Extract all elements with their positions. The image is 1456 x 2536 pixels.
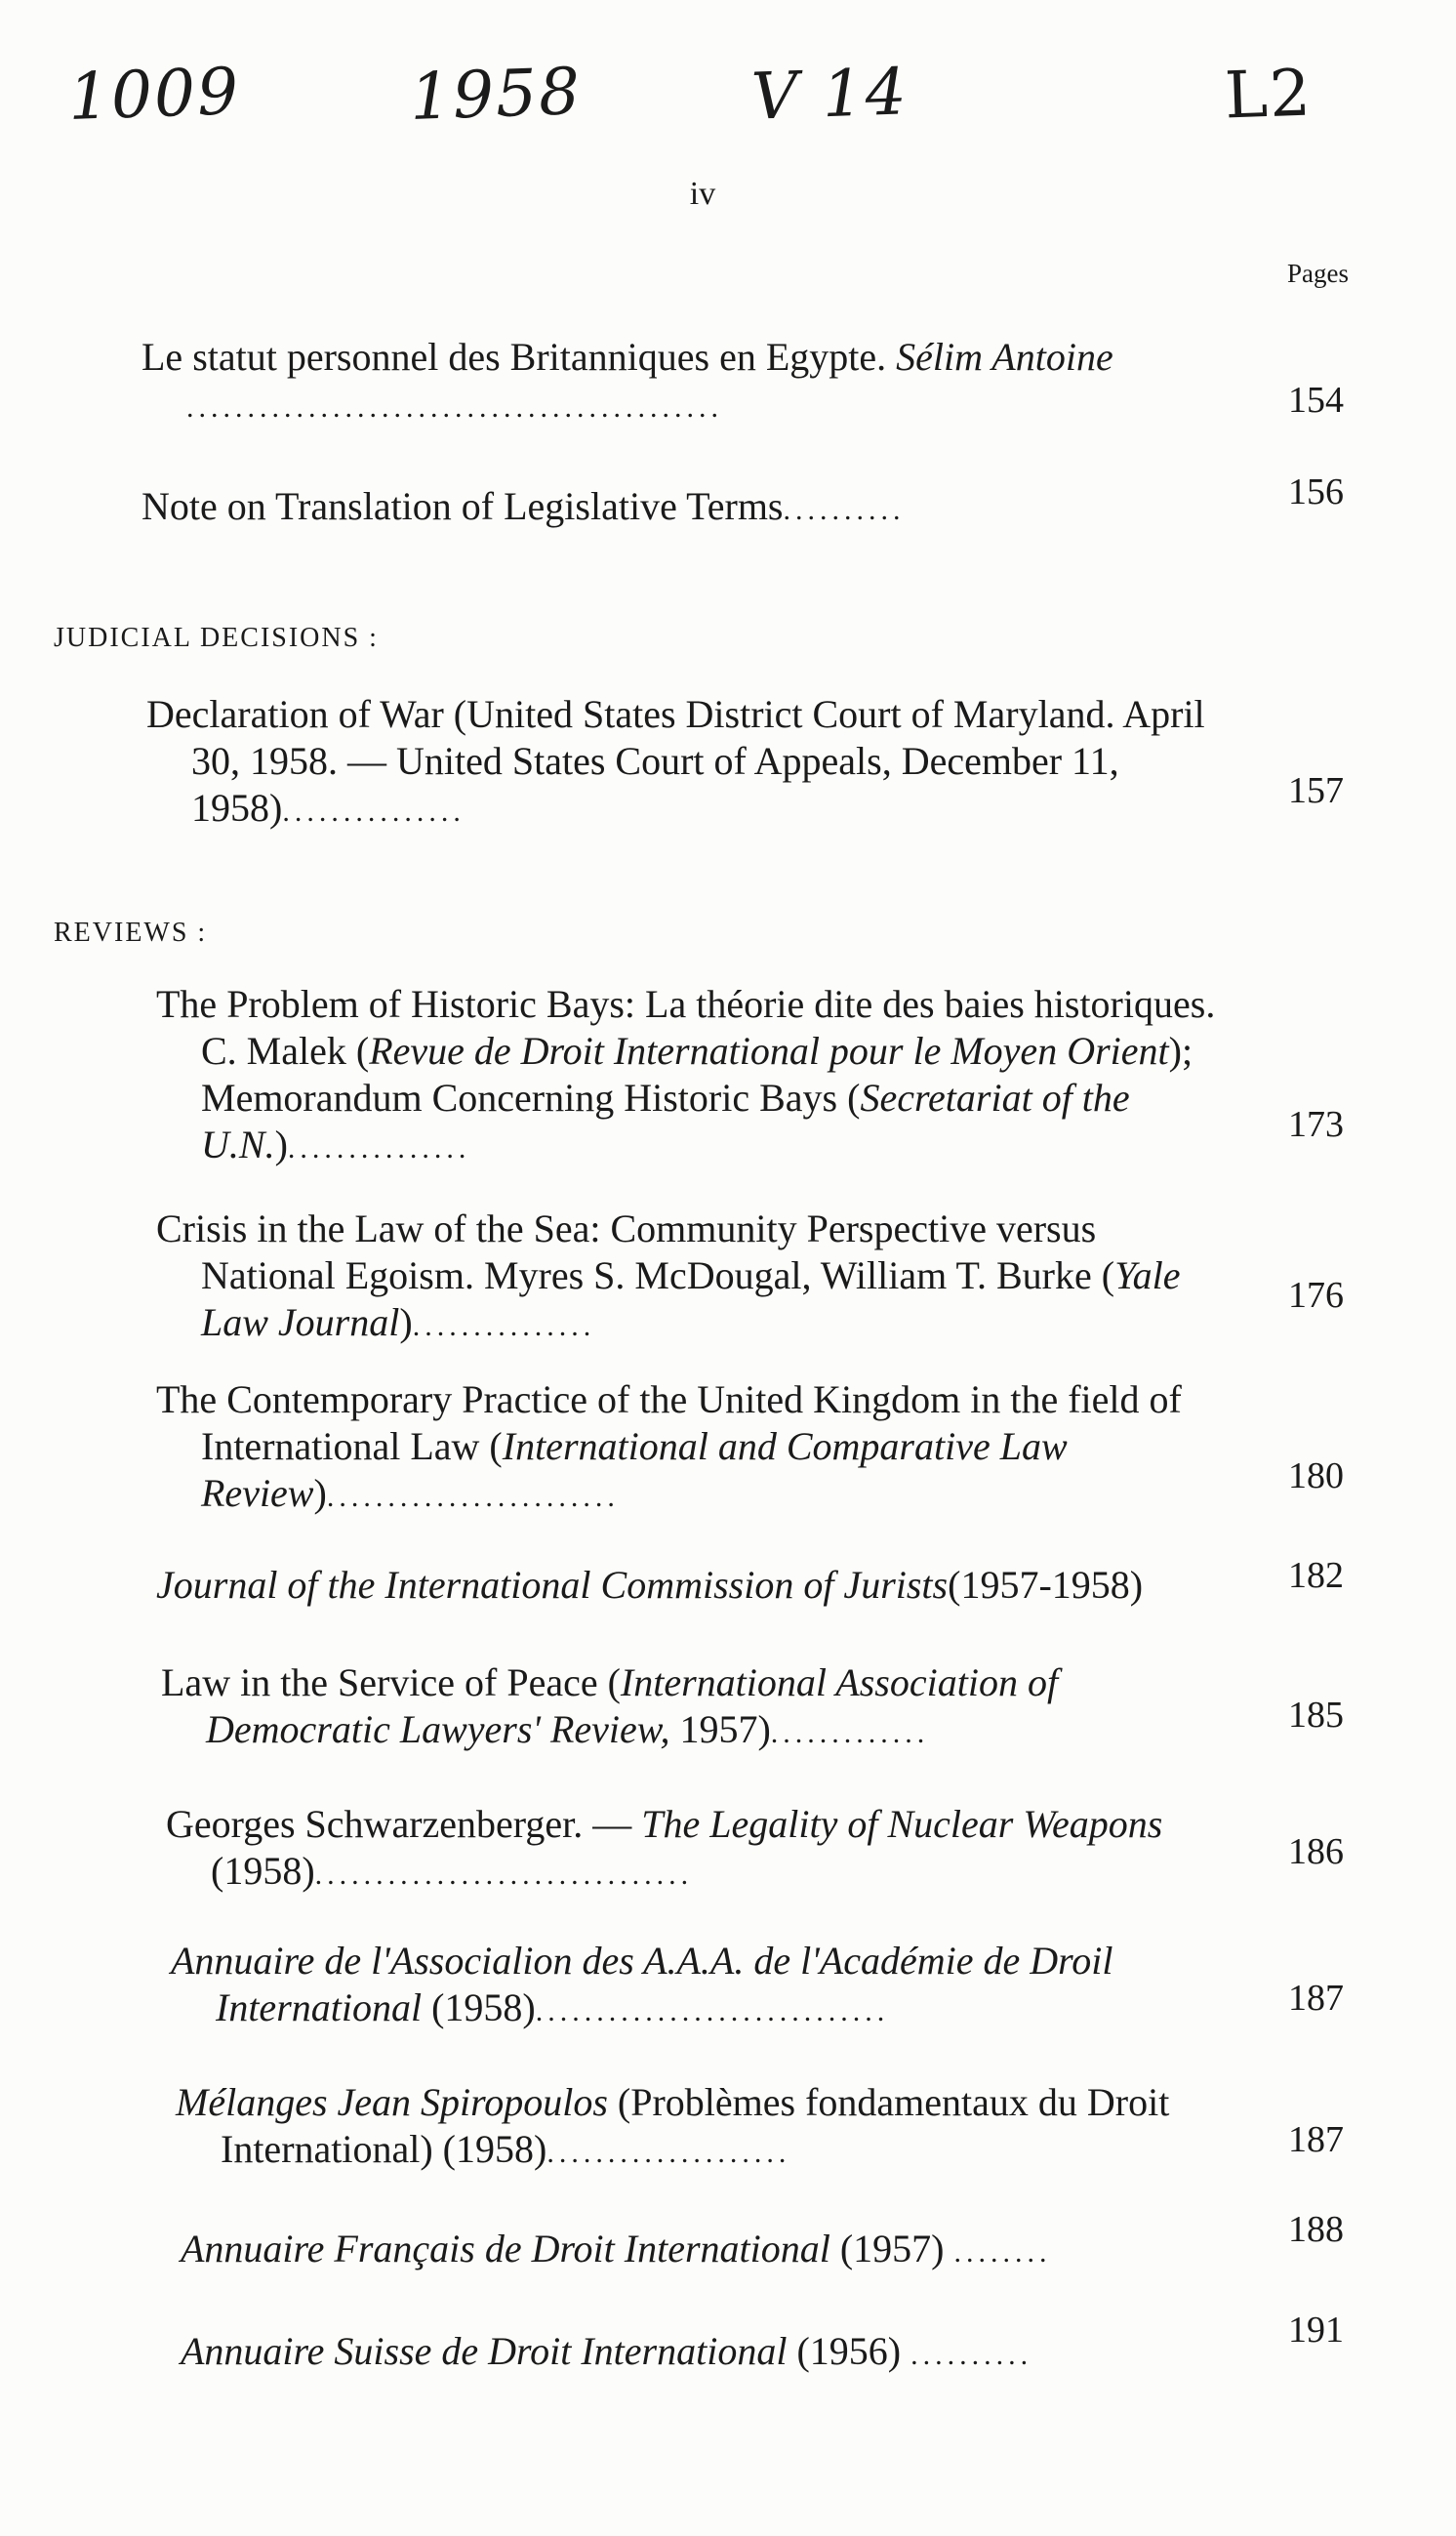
toc-entry [171, 1938, 1234, 2035]
entry-text: ) [399, 1300, 413, 1344]
leader-dots: ............................... [314, 1859, 694, 1891]
page-number: 156 [1288, 471, 1344, 512]
entry-text: ) [274, 1123, 288, 1166]
entry-text: (1956) [787, 2329, 902, 2373]
entry-text: Declaration of War (United States District Court of Maryland. April 30, 1958. — United States Court of Appeals, December 11, 1958) [146, 692, 1205, 830]
entry-journal: Annuaire Suisse de Droit International [181, 2329, 788, 2373]
entry-text: ) [313, 1471, 327, 1515]
entry-text: Law in the Service of Peace ( [161, 1660, 621, 1704]
page-number: 187 [1288, 2119, 1344, 2160]
page-number: 191 [1288, 2310, 1344, 2351]
page-number: 154 [1288, 380, 1344, 421]
handwritten-note-4: L2 [1223, 55, 1314, 134]
page-number: 187 [1288, 1978, 1344, 2019]
leader-dots: ........................ [326, 1481, 620, 1513]
toc-entry [156, 981, 1220, 1172]
entry-text: Le statut personnel des Britanniques en Egypte. [142, 335, 897, 379]
entry-text: ); Memorandum Concerning Historic Bays ( [201, 1029, 1193, 1120]
leader-dots: ............................................ [186, 391, 723, 424]
toc-entry [181, 2328, 1244, 2379]
toc-entry [161, 1659, 1225, 1757]
leader-dots: ............... [282, 796, 465, 828]
entry-text: The Contemporary Practice of the United Kingdom in the field of International Law ( [156, 1377, 1182, 1468]
entry-text: The Problem of Historic Bays: La théorie dite des baies historiques. C. Malek ( [156, 982, 1216, 1073]
leader-dots: .................... [546, 2137, 791, 2169]
entry-text: Crisis in the Law of the Sea: Community Perspective versus National Egoism. Myres S. McDougal, William T. Burke ( [156, 1207, 1115, 1297]
entry-text: (1957) [829, 2227, 945, 2270]
entry-journal: Mélanges Jean Spiropoulos [176, 2080, 608, 2124]
entry-text: Georges Schwarzenberger. — [166, 1802, 642, 1846]
toc-entry [156, 1206, 1220, 1350]
leader-dots: ............... [412, 1310, 596, 1342]
entry-author: Sélim Antoine [896, 335, 1113, 379]
toc-entry [142, 483, 1205, 534]
entry-text: (Problèmes fondamentaux du Droit International) (1958) [221, 2080, 1170, 2171]
entry-journal: Annuaire de l'Associalion des A.A.A. de l'Académie de Droil International [171, 1939, 1113, 2029]
entry-journal: International and Comparative Law Review [201, 1424, 1068, 1515]
entry-journal: Journal of the International Commission of Jurists [156, 1563, 949, 1607]
entry-text: Note on Translation of Legislative Terms [142, 484, 784, 528]
page-number: 157 [1288, 770, 1344, 811]
page-number: 186 [1288, 1831, 1344, 1872]
leader-dots: ............... [287, 1132, 471, 1165]
leader-dots: ........ [953, 2236, 1052, 2269]
entry-journal: Revue de Droit International pour le Moyen Orient [369, 1029, 1169, 1073]
leader-dots: .......... [910, 2339, 1033, 2371]
page-folio: iv [689, 176, 716, 212]
toc-entry [142, 334, 1205, 431]
entry-journal: International Association of Democratic Lawyers' Review, [206, 1660, 1059, 1751]
toc-entry [156, 1376, 1220, 1521]
entry-text: (1957-1958) [948, 1563, 1144, 1607]
page-number: 182 [1288, 1555, 1344, 1596]
toc-entry [181, 2226, 1244, 2276]
entry-journal: The Legality of Nuclear Weapons [641, 1802, 1163, 1846]
entry-journal: Annuaire Français de Droit International [181, 2227, 830, 2270]
leader-dots: ............. [770, 1717, 930, 1749]
toc-entry [166, 1801, 1230, 1899]
section-judicial-decisions: JUDICIAL DECISIONS : [54, 623, 379, 653]
leader-dots: ............................. [535, 1995, 890, 2027]
entry-text: 1957) [669, 1707, 771, 1751]
page-number: 180 [1288, 1455, 1344, 1496]
page-number: 185 [1288, 1695, 1344, 1736]
leader-dots: .......... [783, 494, 906, 526]
entry-text: (1958) [211, 1849, 315, 1893]
handwritten-note-1: 1009 [66, 53, 242, 136]
toc-entry [176, 2079, 1239, 2177]
toc-entry [156, 1562, 1220, 1609]
page-number: 188 [1288, 2209, 1344, 2250]
entry-journal: Yale Law Journal [201, 1253, 1181, 1344]
page-number: 176 [1288, 1275, 1344, 1316]
entry-text: (1958) [422, 1985, 536, 2029]
handwritten-note-2: 1958 [408, 53, 584, 136]
page-number: 173 [1288, 1104, 1344, 1145]
entry-journal: Secretariat of the U.N. [201, 1076, 1130, 1166]
toc-entry [146, 691, 1210, 836]
handwritten-note-3: V 14 [749, 54, 910, 135]
section-reviews: REVIEWS : [54, 918, 208, 948]
pages-column-header: Pages [1287, 259, 1349, 288]
